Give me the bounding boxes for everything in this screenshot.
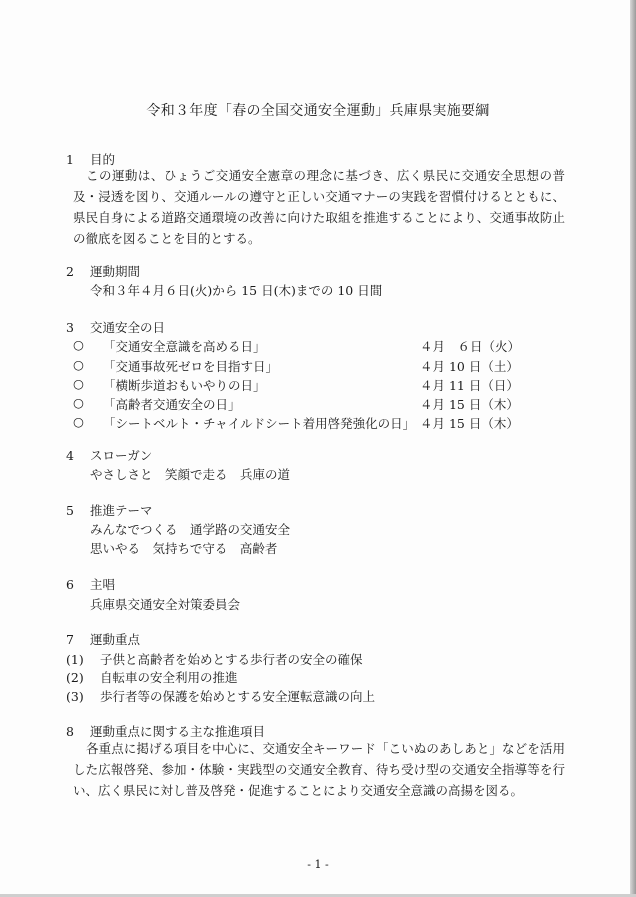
section-title: 運動重点	[90, 632, 141, 647]
section-title: 交通安全の日	[90, 320, 166, 335]
safety-day-date: ４月 15 日（木）	[420, 416, 519, 431]
safety-day-name: 「交通安全意識を高める日」	[103, 339, 266, 354]
section-title: スローガン	[90, 448, 153, 463]
focus-item	[66, 668, 238, 686]
bullet-circle: ○	[73, 376, 84, 391]
section-number: 5	[66, 503, 74, 518]
section-title: 運動重点に関する主な推進項目	[90, 724, 266, 739]
safety-day-name: 「交通事故死ゼロを目指す日」	[103, 359, 279, 374]
safety-day-name: 「横断歩道おもいやりの日」	[103, 378, 266, 393]
section-promotion-body: 各重点に掲げる項目を中心に、交通安全キーワード「こいぬのあしあと」などを活用した広報啓発、参加・体験・実践型の交通安全教育、待ち受け型の交通安全指導等を行い、広く県民に対し普及啓発・促進することにより交通安全意識の高揚を図る。	[73, 741, 565, 798]
bullet-circle: ○	[73, 414, 84, 429]
section-number: 8	[66, 724, 74, 739]
section-number: 3	[66, 320, 74, 335]
section-period-body: 令和３年４月６日(火)から 15 日(木)までの 10 日間	[90, 283, 383, 298]
section-theme-heading	[66, 501, 153, 519]
section-number: 1	[66, 152, 74, 167]
section-title: 運動期間	[90, 264, 141, 279]
bullet-circle: ○	[73, 357, 84, 372]
section-title: 主唱	[90, 577, 116, 592]
document-title: 令和３年度「春の全国交通安全運動」兵庫県実施要綱	[146, 103, 490, 119]
item-text: 歩行者等の保護を始めとする安全運転意識の向上	[100, 689, 376, 704]
safety-day-name: 「高齢者交通安全の日」	[103, 397, 241, 412]
scan-edge-shadow	[630, 0, 636, 897]
focus-item	[66, 687, 375, 705]
section-title: 目的	[90, 152, 116, 167]
safety-day-date: ４月 11 日（日）	[420, 378, 519, 393]
section-number: 4	[66, 448, 74, 463]
section-focus-heading	[66, 630, 140, 648]
focus-item	[66, 650, 363, 668]
section-number: 7	[66, 632, 74, 647]
section-safety-days-heading	[66, 318, 165, 336]
safety-day-name: 「シートベルト・チャイルドシート着用啓発強化の日」	[103, 416, 416, 431]
bullet-circle: ○	[73, 395, 84, 410]
section-title: 推進テーマ	[90, 503, 153, 518]
section-number: 2	[66, 264, 74, 279]
page-number: - 1 -	[307, 858, 329, 871]
item-number: (2)	[66, 670, 84, 685]
section-purpose-body: この運動は、ひょうご交通安全憲章の理念に基づき、広く県民に交通安全思想の普及・浸透を図り、交通ルールの遵守と正しい交通マナーの実践を習慣付けるとともに、県民自身による道路交通環境の改善に向けた取組を推進することにより、交通事故防止の徹底を図ることを目的とする。	[73, 168, 565, 246]
safety-day-date: ４月 15 日（木）	[420, 397, 519, 412]
item-number: (1)	[66, 652, 84, 667]
section-number: 6	[66, 577, 74, 592]
safety-day-date: ４月 ６日（火）	[420, 339, 521, 354]
section-organizer-body: 兵庫県交通安全対策委員会	[90, 597, 241, 612]
theme-line: みんなでつくる 通学路の交通安全	[90, 522, 291, 537]
section-organizer-heading	[66, 575, 115, 593]
item-text: 子供と高齢者を始めとする歩行者の安全の確保	[100, 652, 363, 667]
item-text: 自転車の安全利用の推進	[100, 670, 238, 685]
bullet-circle: ○	[73, 337, 84, 352]
section-slogan-body: やさしさと 笑顔で走る 兵庫の道	[90, 467, 291, 482]
safety-day-date: ４月 10 日（土）	[420, 359, 519, 374]
section-period-heading	[66, 262, 140, 280]
theme-line: 思いやる 気持ちで守る 高齢者	[90, 541, 278, 556]
section-slogan-heading	[66, 446, 152, 464]
item-number: (3)	[66, 689, 84, 704]
